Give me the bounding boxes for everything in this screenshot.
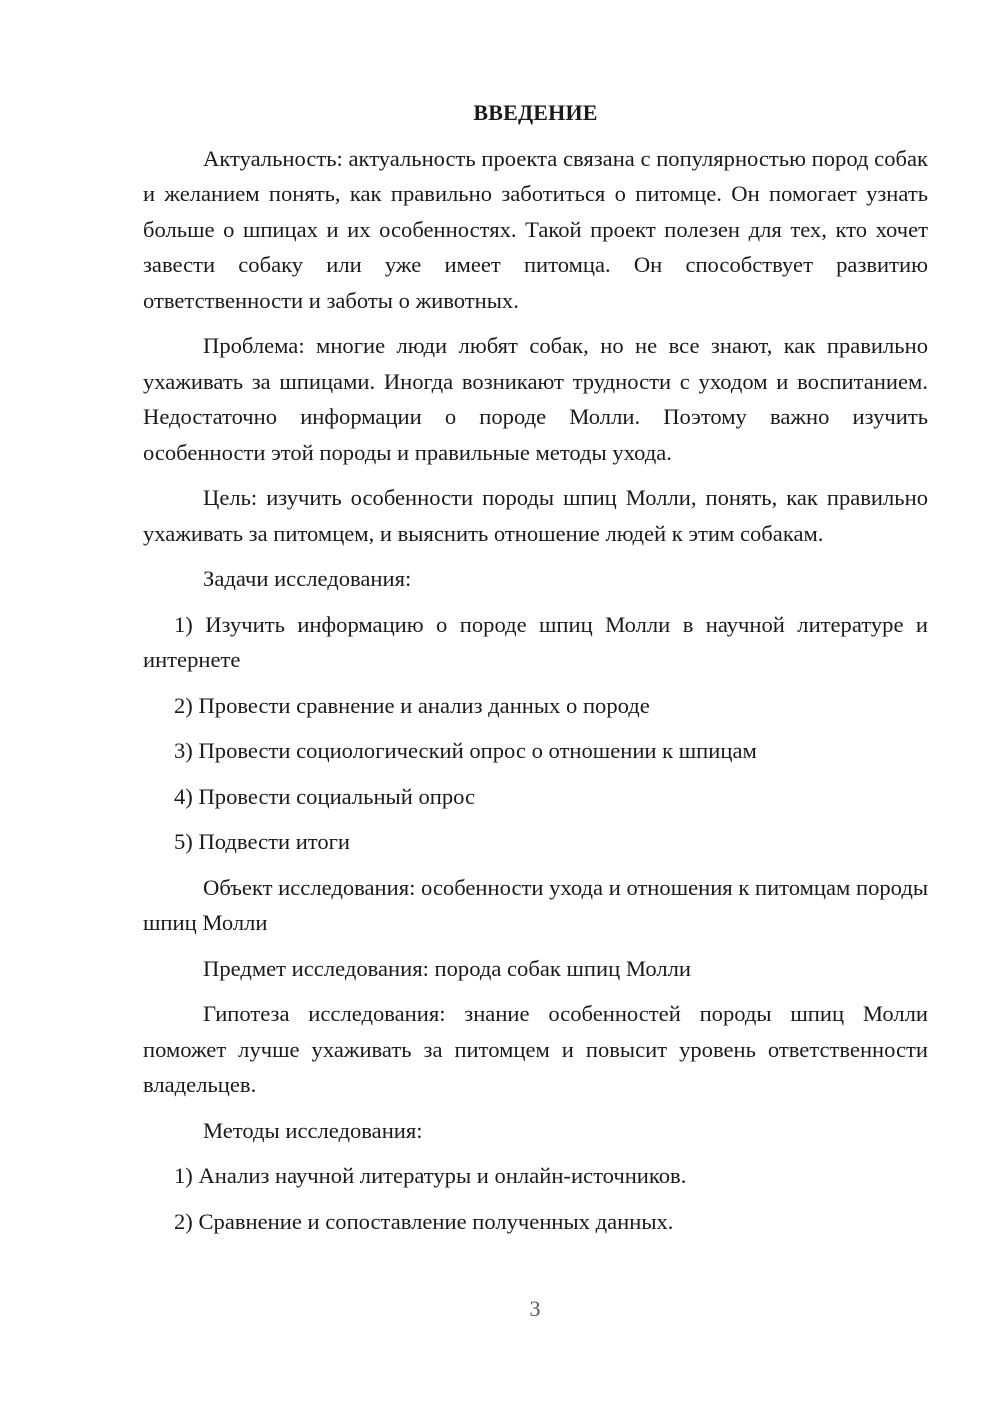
method-item-2: 2) Сравнение и сопоставление полученных данных. (174, 1208, 674, 1234)
task-item-5: 5) Подвести итоги (174, 829, 351, 854)
problem-paragraph: Проблема: многие люди любят собак, но не все знают, как правильно ухаживать за шпицами. Иногда возникают трудности с уходом и воспитанием. Недостаточно информации о породе Молли. Поэтому важно изучить особенности этой породы и правильные методы ухода. (143, 333, 928, 465)
tasks-heading: Задачи исследования: (203, 566, 412, 591)
goal-paragraph: Цель: изучить особенности породы шпиц Молли, понять, как правильно ухаживать за питомцем, и выяснить отношение людей к этим собакам. (143, 485, 928, 546)
hypothesis-paragraph: Гипотеза исследования: знание особенностей породы шпиц Молли поможет лучше ухаживать за питомцем и повысит уровень ответственности владельцев. (143, 1001, 928, 1097)
task-item-1: 1) Изучить информацию о породе шпиц Молли в научной литературе и интернете (143, 611, 928, 672)
task-item-4: 4) Провести социальный опрос (174, 783, 476, 809)
document-title: ВВЕДЕНИЕ (473, 100, 598, 125)
subject-paragraph: Предмет исследования: порода собак шпиц Молли (203, 955, 691, 981)
page-number: 3 (529, 1296, 541, 1321)
relevance-paragraph: Актуальность: актуальность проекта связана с популярностью пород собак и желанием понять, как правильно заботиться о питомце. Он помогает узнать больше о шпицах и их особенностях. Такой проект полезен для тех, кто хочет завести собаку или уже имеет питомца. Он способствует развитию ответственности и заботы о животных. (143, 145, 928, 313)
method-item-1: 1) Анализ научной литературы и онлайн-источников. (174, 1163, 687, 1188)
object-paragraph: Объект исследования: особенности ухода и отношения к питомцам породы шпиц Молли (143, 874, 928, 935)
document-page (143, 95, 928, 1249)
methods-heading: Методы исследования: (203, 1117, 423, 1143)
task-item-3: 3) Провести социологический опрос о отношении к шпицам (174, 738, 757, 763)
task-item-2: 2) Провести сравнение и анализ данных о породе (174, 692, 650, 718)
